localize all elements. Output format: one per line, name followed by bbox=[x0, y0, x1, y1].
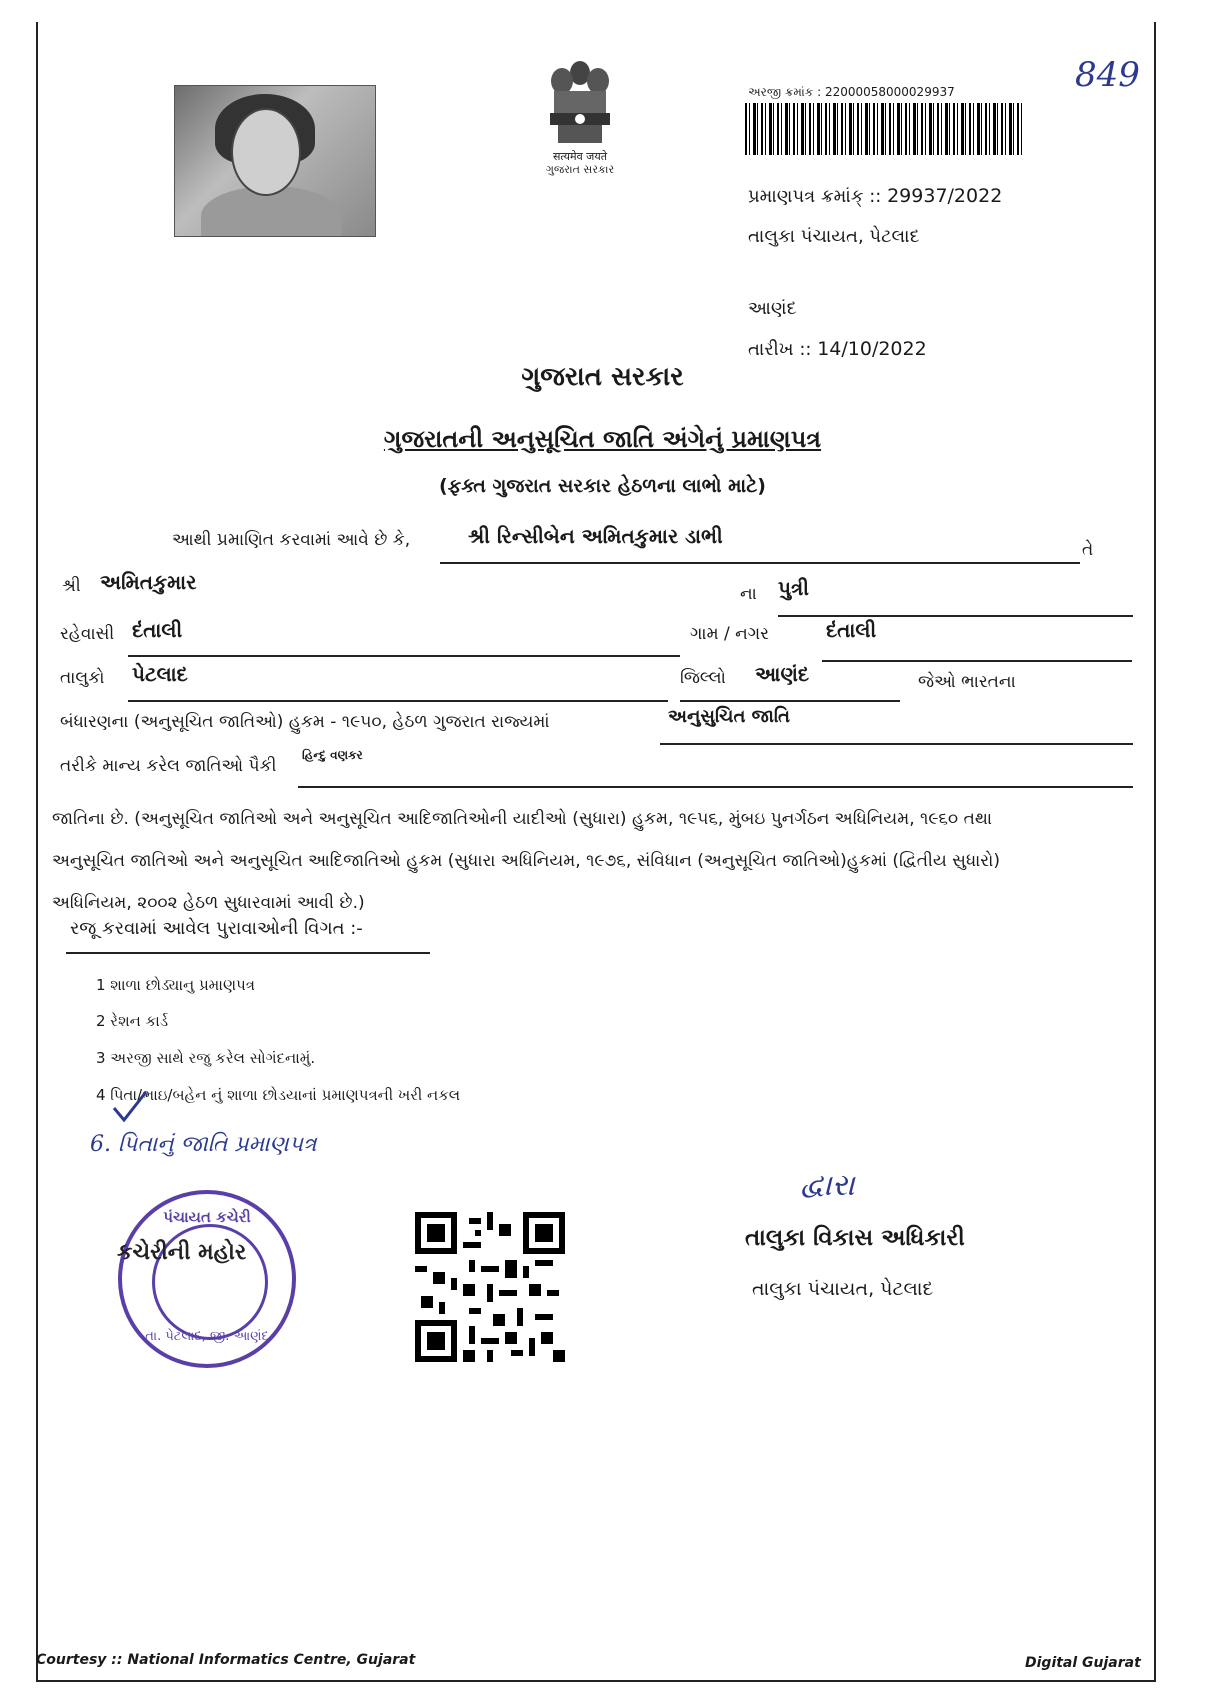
state-emblem bbox=[525, 55, 635, 185]
certificate-note: (ફક્ત ગુજરાત સરકાર હેઠળના લાભો માટે) bbox=[439, 475, 766, 497]
constitution-text: બંધારણના (અનુસૂચિત જાતિઓ) હુકમ - ૧૯૫૦, હેઠળ ગુજરાત રાજ્યમાં bbox=[60, 712, 550, 732]
legal-paragraph-line-1: જાતિના છે. (અનુસૂચિત જાતિઓ અને અનુસૂચિત આદિજાતિઓની યાદીઓ (સુધારા) હુકમ, ૧૯૫૬, મુંબઇ પુનર્ગઠન અધિનિયમ, ૧૯૬૦ તથા bbox=[52, 809, 993, 829]
certificate-title bbox=[0, 425, 1205, 453]
village: દંતાલી bbox=[826, 618, 877, 642]
category-underline bbox=[660, 743, 1133, 745]
evidence-item: 3 અરજી સાથે રજુ કરેલ સોગંદનામું. bbox=[96, 1049, 316, 1067]
certify-text: આથી પ્રમાણિત કરવામાં આવે છે કે, bbox=[172, 530, 411, 550]
relation-underline bbox=[778, 615, 1133, 617]
evidence-title: રજૂ કરવામાં આવેલ પુરાવાઓની વિગત :- bbox=[70, 918, 363, 939]
checkmark-icon bbox=[110, 1088, 150, 1124]
resident: દંતાલી bbox=[132, 618, 183, 642]
seal-ring-top: પંચાયત કચેરી bbox=[163, 1208, 251, 1226]
district: આણંદ bbox=[755, 662, 810, 686]
holder-name-underline bbox=[440, 562, 1080, 564]
applicant-photo bbox=[174, 85, 376, 237]
officer-office: તાલુકા પંચાયત, પેટલાદ bbox=[752, 1278, 934, 1300]
caste-underline bbox=[298, 786, 1133, 788]
date-row bbox=[748, 338, 927, 360]
district-underline bbox=[680, 700, 900, 702]
evidence-item: 2 રેશન કાર્ડ bbox=[96, 1012, 169, 1030]
footer-courtesy: Courtesy :: National Informatics Centre, Gujarat bbox=[36, 1652, 416, 1668]
seal-ring-bottom: તા. પેટલાદ, જી. આણંદ bbox=[145, 1329, 269, 1344]
application-number: અરજી ક્રમાંક : 22000058000029937 bbox=[748, 85, 955, 99]
certificate-title-text: ગુજરાતની અનુસૂચિત જાતિ અંગેનું પ્રમાણપત્ર bbox=[383, 425, 822, 453]
seal-label: કચેરીની મહોર bbox=[117, 1240, 247, 1265]
date-label: તારીખ :: bbox=[748, 339, 812, 360]
te-text: તે bbox=[1082, 540, 1094, 560]
officer-title: તાલુકા વિકાસ અધિકારી bbox=[745, 1225, 965, 1251]
who-india-text: જેઓ ભારતના bbox=[918, 672, 1016, 692]
photo-face bbox=[231, 108, 301, 196]
caste: હિન્દુ વણકર bbox=[302, 748, 363, 762]
village-label: ગામ / નગર bbox=[690, 624, 769, 644]
emblem-govt: ગુજરાત સરકાર bbox=[545, 163, 615, 176]
relation: પુત્રી bbox=[778, 576, 809, 600]
evidence-item: 1 શાળા છોડ્યાનુ પ્રમાણપત્ર bbox=[96, 976, 255, 994]
category: અનુસુચિત જાતિ bbox=[668, 706, 790, 727]
taluka-label: તાલુકો bbox=[60, 668, 105, 688]
na-text: ના bbox=[740, 584, 757, 604]
qr-code bbox=[415, 1212, 565, 1362]
holder-name: શ્રી રિન્સીબેન અમિતકુમાર ડાભી bbox=[468, 524, 723, 548]
legal-paragraph-line-3: અધિનિયમ, ૨૦૦૨ હેઠળ સુધારવામાં આવી છે.) bbox=[52, 893, 365, 913]
taluka-underline bbox=[128, 700, 668, 702]
handwritten-note: 6. પિતાનું જાતિ પ્રમાણપત્ર bbox=[90, 1132, 317, 1157]
recognized-text: તરીકે માન્ય કરેલ જાતિઓ પૈકી bbox=[60, 756, 277, 776]
legal-paragraph-line-2: અનુસૂચિત જાતિઓ અને અનુસૂચિત આદિજાતિઓ હુકમ (સુધારા અધિનિયમ, ૧૯૭૬, સંવિધાન (અનુસૂચિત જાતિઓ)હુકમાં (દ્વિતીય સુધારો) bbox=[52, 851, 1000, 871]
emblem-motto: सत्यमेव जयते bbox=[552, 150, 607, 163]
issue-date: 14/10/2022 bbox=[817, 338, 927, 360]
issuing-district: આણંદ bbox=[748, 298, 797, 319]
village-underline bbox=[822, 660, 1132, 662]
page-title: ગુજરાત સરકાર bbox=[521, 362, 684, 392]
certificate-number-label: પ્રમાણપત્ર ક્રમાંક્ :: bbox=[748, 186, 882, 207]
father-name: અમિતકુમાર bbox=[100, 570, 197, 594]
lion-capital-icon bbox=[540, 55, 620, 150]
evidence-title-underline bbox=[66, 952, 430, 954]
officer-signature: દ્વારા bbox=[800, 1168, 855, 1203]
office-seal bbox=[118, 1190, 296, 1368]
district-label: જિલ્લો bbox=[680, 668, 726, 688]
certificate-number: 29937/2022 bbox=[887, 185, 1003, 207]
resident-underline bbox=[128, 655, 680, 657]
shri-label: શ્રી bbox=[62, 576, 81, 596]
handwritten-number: 849 bbox=[1075, 55, 1140, 95]
barcode bbox=[745, 103, 1025, 155]
footer-brand: Digital Gujarat bbox=[1025, 1655, 1141, 1671]
resident-label: રહેવાસી bbox=[60, 624, 115, 644]
evidence-item: 4 પિતા/ભાઇ/બહેન નું શાળા છોડયાનાં પ્રમાણપત્રની ખરી નકલ bbox=[96, 1086, 461, 1104]
certificate-number-row bbox=[748, 185, 1002, 207]
taluka: પેટલાદ bbox=[132, 662, 188, 686]
issuing-office: તાલુકા પંચાયત, પેટલાદ bbox=[748, 226, 920, 247]
